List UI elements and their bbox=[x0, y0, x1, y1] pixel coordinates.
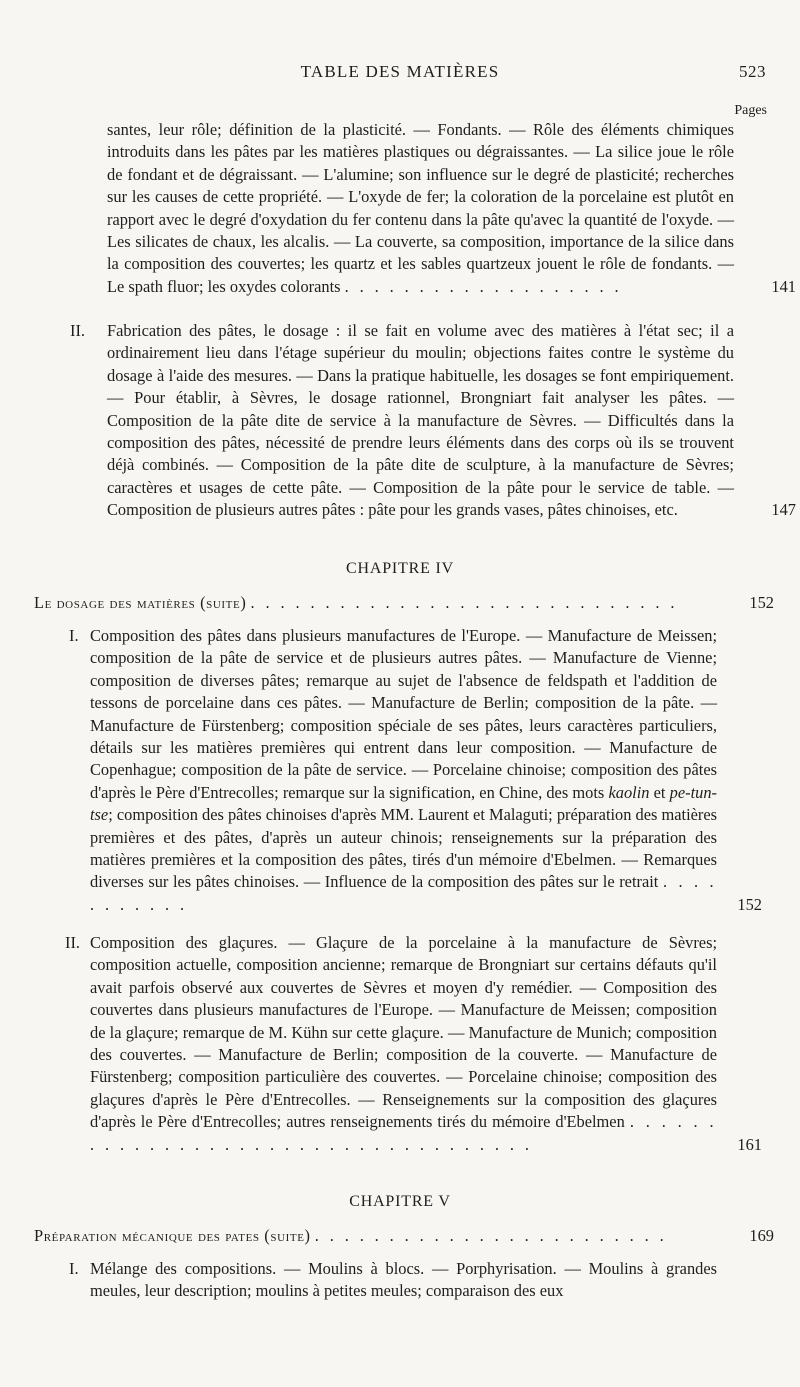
entry-text: ; composition des pâtes chinoises d'après MM. Laurent et Malaguti; préparation des matières premières et des pâtes, d'après un auteur chinois; renseignements sur la préparation des matières premières et la composition des pâtes, tirés d'un mémoire d'Ebelmen. — Remarques diverses sur les pâtes chinoises. — Influence de la composition des pâtes sur le retrait bbox=[90, 805, 718, 892]
toc-entry-glacures bbox=[65, 932, 762, 1156]
section-title: Préparation mécanique des pates (suite) bbox=[34, 1226, 311, 1245]
toc-entry-melange bbox=[69, 1258, 717, 1303]
entry-number: I. bbox=[69, 1259, 79, 1278]
section-title: Le dosage des matières (suite) bbox=[34, 593, 247, 612]
section-title-line bbox=[34, 1225, 774, 1247]
toc-entry-fabrication bbox=[70, 320, 796, 522]
chapter-heading: CHAPITRE V bbox=[349, 1193, 451, 1210]
pages-column-label: Pages bbox=[734, 103, 767, 118]
entry-text: Composition des pâtes dans plusieurs manufactures de l'Europe. — Manufacture de Meissen; composition de la pâte de service et de plusieurs autres pâtes. — Manufacture de Vienne; composition de diverses pâtes; remarque au sujet de l'absence de feldspath et l'addition de tessons de porcelaine dans ces pâtes. — Manufacture de Berlin; composition de la pâte. — Manufacture de Fürstenberg; composition spéciale de ses pâtes, leurs caractères particuliers, détails sur les matières premières qui entrent dans leur composition. — Manufacture de Copenhague; composition de la pâte de service. — Porcelaine chinoise; composition des pâtes d'après le Père d'Entrecolles; remarque sur la signification, en Chine, des mots bbox=[90, 626, 717, 802]
chapter-heading: CHAPITRE IV bbox=[346, 560, 454, 577]
dot-leader: . . . . . . . . . . . . . . . . . . . bbox=[344, 276, 623, 296]
italic-term: kaolin bbox=[608, 782, 650, 802]
page-reference: 152 bbox=[749, 593, 774, 612]
entry-number: I. bbox=[69, 626, 79, 645]
dot-leader: . . . . . . . . . . . bbox=[90, 872, 717, 914]
page-reference: 161 bbox=[737, 1134, 762, 1154]
page-number: 523 bbox=[739, 62, 766, 81]
page-reference: 141 bbox=[771, 276, 796, 296]
page-reference: 147 bbox=[771, 500, 796, 520]
entry-text: Mélange des compositions. — Moulins à blocs. — Porphyrisation. — Moulins à grandes meules, leur description; moulins à petites meules; comparaison des eux bbox=[90, 1259, 717, 1301]
italic-term: pe-tun-tse bbox=[90, 782, 717, 825]
page-reference: 169 bbox=[749, 1226, 774, 1245]
dot-leader: . . . . . . . . . . . . . . . . . . . . . . . . . . . . . bbox=[250, 593, 678, 612]
dot-leader: . . . . . . . . . . . . . . . . . . . . . . . . bbox=[314, 1226, 668, 1245]
entry-number: II. bbox=[65, 933, 81, 952]
toc-entry-plasticite bbox=[107, 119, 796, 298]
page-reference: 152 bbox=[737, 894, 762, 914]
entry-text: Fabrication des pâtes, le dosage : il se fait en volume avec des matières à l'état sec; il a ordinairement lieu dans l'étage supérieur du moulin; objections faites contre le système du dosage à l'aide des mesures. — Dans la pratique habituelle, les dosages se font empiriquement. — Pour établir, à Sèvres, le dosage rationnel, Brongniart fait analyser les pâtes. — Composition de la pâte dite de service à la manufacture de Sèvres. — Difficultés dans la composition des pâtes, nécessité de prendre leurs éléments dans des corps où ils se trouvent déjà combinés. — Composition de la pâte dite de sculpture, à la manufacture de Sèvres; caractères et usages de cette pâte. — Composition de la pâte pour le service de table. — Composition de plusieurs autres pâtes : pâte pour les grands vases, pâtes chinoises, etc. bbox=[107, 321, 734, 520]
entry-text: et bbox=[653, 782, 666, 802]
toc-entry-composition-europe bbox=[69, 625, 762, 916]
entry-text: santes, leur rôle; définition de la plasticité. — Fondants. — Rôle des éléments chimiques introduits dans les pâtes par les matières plastiques ou dégraissantes. — La silice joue le rôle de fondant et de dégraissant. — L'alumine; son influence sur le degré de plasticité; recherches sur les causes de cette propriété. — L'oxyde de fer; la coloration de la porcelaine est plutôt en rapport avec le degré d'oxydation du fer contenu dans la pâte qu'avec la quantité de l'oxyde. — Les silicates de chaux, les alcalis. — La couverte, sa composition, importance de la silice dans la composition des couvertes; les quartz et les sables quartzeux jouent le rôle de fondants. — Le spath fluor; les oxydes colorants bbox=[107, 120, 734, 296]
dot-leader: . . . . . . . . . . . . . . . . . . . . . . . . . . . . . . . . . . . . bbox=[90, 1112, 717, 1154]
running-header bbox=[0, 62, 800, 86]
running-title: TABLE DES MATIÈRES bbox=[300, 62, 500, 81]
section-title-line bbox=[34, 592, 774, 614]
entry-number: II. bbox=[70, 321, 86, 340]
entry-text: Composition des glaçures. — Glaçure de la porcelaine à la manufacture de Sèvres; composition actuelle, composition ancienne; remarque de Brongniart sur certains défauts qu'il avait parfois observé aux couvertes de Sèvres et moyen d'y remédier. — Composition des couvertes dans plusieurs manufactures de l'Europe. — Manufacture de Meissen; composition de la glaçure; remarque de M. Kühn sur cette glaçure. — Manufacture de Munich; composition des couvertes. — Manufacture de Berlin; composition de la couverte. — Manufacture de Fürstenberg; composition particulière des couvertes. — Porcelaine chinoise; composition des glaçures d'après le Père d'Entrecolles. — Renseignements sur la composition des glaçures d'après le Père d'Entrecolles; autres renseignements tirés du mémoire d'Ebelmen bbox=[90, 933, 717, 1132]
